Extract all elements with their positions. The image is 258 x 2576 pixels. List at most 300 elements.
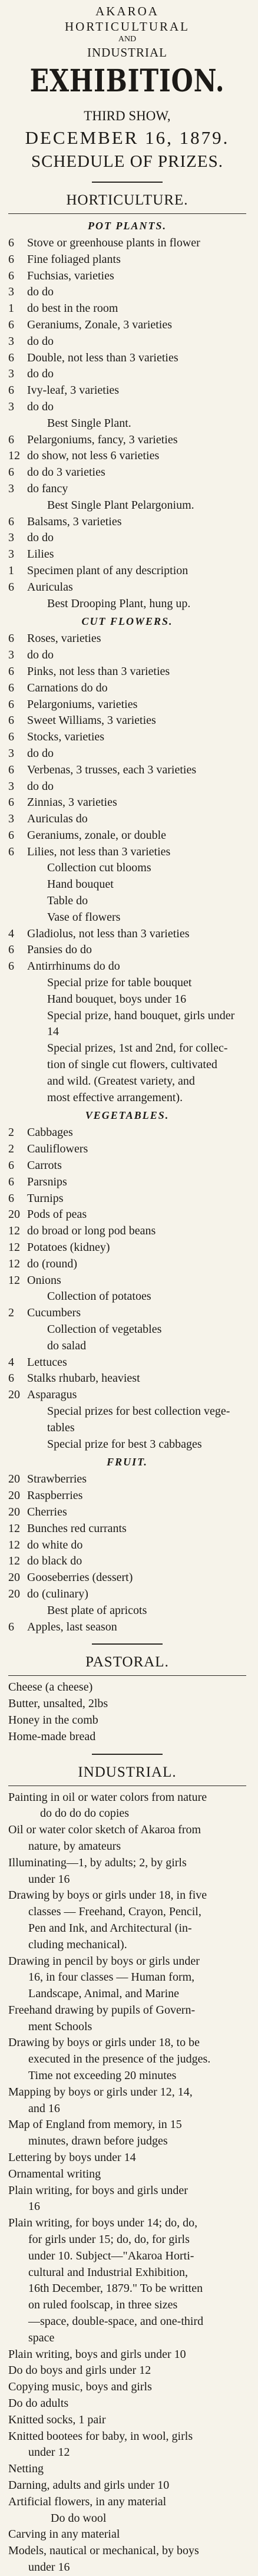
prize-entry: do do do do copies bbox=[40, 1807, 130, 1820]
prize-entry bbox=[8, 1553, 246, 1570]
prize-entry: 16, in four classes — Human form, bbox=[28, 1971, 195, 1984]
entry-text: Vase of flowers bbox=[47, 910, 121, 924]
entry-quantity: 12 bbox=[8, 1224, 20, 1238]
entry-quantity: 3 bbox=[8, 779, 14, 793]
entry-text: Onions bbox=[27, 1273, 61, 1287]
prize-entry: Painting in oil or water colors from nature bbox=[8, 1790, 207, 1804]
entry-text: Potatoes (kidney) bbox=[27, 1241, 110, 1254]
entry-text: Special prize for best 3 cabbages bbox=[47, 1437, 202, 1451]
entry-text: Bunches red currants bbox=[27, 1521, 127, 1535]
prize-entry bbox=[8, 697, 246, 713]
prize-entry bbox=[8, 975, 246, 991]
prize-entry: Plain writing, for boys and girls under bbox=[8, 2183, 188, 2197]
category-heading-fruit: FRUIT. bbox=[107, 1456, 148, 1468]
entry-quantity bbox=[8, 596, 27, 612]
prize-entry bbox=[8, 795, 246, 811]
entry-text: 14 bbox=[47, 1025, 59, 1039]
prize-entry: Butter, unsalted, 2lbs bbox=[8, 1697, 108, 1711]
entry-quantity bbox=[8, 416, 27, 432]
entry-quantity: 3 bbox=[8, 812, 14, 826]
prize-entry bbox=[8, 301, 246, 317]
masthead-industrial: INDUSTRIAL bbox=[87, 45, 167, 60]
prize-entry bbox=[8, 1024, 246, 1040]
entry-quantity: 6 bbox=[8, 466, 14, 479]
prize-entry bbox=[8, 514, 246, 531]
entry-quantity: 6 bbox=[8, 515, 14, 528]
entry-text: Cucumbers bbox=[27, 1306, 81, 1320]
entry-text: do (culinary) bbox=[27, 1587, 88, 1600]
entry-quantity: 6 bbox=[8, 828, 14, 842]
prize-entry: Drawing by boys or girls under 18, to be bbox=[8, 2036, 200, 2050]
entry-quantity: 3 bbox=[8, 648, 14, 662]
entry-text: Auriculas do bbox=[27, 812, 88, 826]
prize-entry bbox=[8, 828, 246, 844]
entry-text: do show, not less 6 varieties bbox=[27, 449, 160, 463]
entry-quantity: 6 bbox=[8, 730, 14, 744]
entry-quantity bbox=[8, 910, 27, 926]
prize-entry bbox=[8, 334, 246, 350]
prize-entry: Drawing in pencil by boys or girls under bbox=[8, 1954, 200, 1968]
prize-entry bbox=[8, 1191, 246, 1207]
prize-entry bbox=[8, 1471, 246, 1488]
entry-text: Cauliflowers bbox=[27, 1142, 88, 1156]
prize-entry: Lettering by boys under 14 bbox=[8, 2151, 136, 2165]
prize-list-fruit bbox=[8, 1471, 246, 1635]
entry-text: do do bbox=[27, 779, 54, 793]
prize-entry bbox=[8, 1073, 246, 1090]
entry-text: Lilies, not less than 3 varieties bbox=[27, 845, 171, 858]
entry-text: do do bbox=[27, 334, 54, 348]
entry-quantity: 12 bbox=[8, 1257, 20, 1270]
prize-entry bbox=[8, 991, 246, 1008]
entry-quantity: 3 bbox=[8, 531, 14, 545]
entry-quantity bbox=[8, 1289, 27, 1305]
entry-quantity: 3 bbox=[8, 746, 14, 760]
prize-list-pastoral bbox=[8, 1679, 246, 1745]
entry-text: Pansies do do bbox=[27, 943, 92, 957]
entry-text: Roses, varieties bbox=[27, 632, 101, 645]
entry-quantity: 2 bbox=[8, 1126, 14, 1139]
section-heading-industrial: INDUSTRIAL. bbox=[78, 1764, 177, 1780]
entry-quantity: 1 bbox=[8, 302, 14, 315]
entry-text: Best plate of apricots bbox=[47, 1603, 147, 1617]
entry-quantity: 3 bbox=[8, 482, 14, 495]
prize-entry: classes — Freehand, Crayon, Pencil, bbox=[28, 1905, 201, 1919]
prize-entry bbox=[8, 1322, 246, 1338]
entry-text: Collection cut blooms bbox=[47, 861, 151, 875]
entry-text: Turnips bbox=[27, 1191, 64, 1205]
prize-entry: Honey in the comb bbox=[8, 1713, 98, 1727]
prize-entry bbox=[8, 1141, 246, 1158]
entry-quantity bbox=[8, 860, 27, 877]
entry-text: do do bbox=[27, 531, 54, 545]
prize-entry bbox=[8, 383, 246, 399]
prize-entry bbox=[8, 958, 246, 975]
prize-entry: Plain writing, boys and girls under 10 bbox=[8, 2347, 186, 2361]
prize-entry bbox=[8, 1537, 246, 1554]
prize-entry: Freehand drawing by pupils of Govern- bbox=[8, 2003, 196, 2017]
entry-text: Apples, last season bbox=[27, 1620, 117, 1633]
prize-entry bbox=[8, 1289, 246, 1305]
section-heading-horticulture: HORTICULTURE. bbox=[66, 192, 188, 208]
prize-entry bbox=[8, 350, 246, 367]
prize-entry bbox=[8, 1619, 246, 1636]
entry-quantity: 6 bbox=[8, 632, 14, 645]
prize-entry bbox=[8, 1355, 246, 1371]
entry-text: Geraniums, Zonale, 3 varieties bbox=[27, 318, 173, 331]
prize-entry bbox=[8, 546, 246, 563]
entry-text: Special prizes, 1st and 2nd, for collec- bbox=[47, 1042, 228, 1055]
prize-entry bbox=[8, 465, 246, 481]
prize-entry: Darning, adults and girls under 10 bbox=[8, 2479, 170, 2492]
entry-text: do white do bbox=[27, 1538, 83, 1551]
entry-text: Lettuces bbox=[27, 1355, 67, 1369]
prize-entry bbox=[8, 268, 246, 285]
entry-text: Specimen plant of any description bbox=[27, 564, 188, 577]
entry-text: Lilies bbox=[27, 548, 54, 561]
prize-entry bbox=[8, 910, 246, 926]
prize-entry: under 16 bbox=[28, 1872, 70, 1886]
entry-quantity: 3 bbox=[8, 367, 14, 381]
entry-text: Geraniums, zonale, or double bbox=[27, 828, 167, 842]
entry-quantity bbox=[8, 1057, 27, 1073]
entry-quantity bbox=[8, 877, 27, 893]
entry-quantity: 20 bbox=[8, 1473, 20, 1486]
prize-entry: under 10. Subject—"Akaroa Horti- bbox=[28, 2249, 194, 2262]
prize-entry bbox=[8, 1256, 246, 1273]
entry-quantity: 3 bbox=[8, 334, 14, 348]
prize-entry bbox=[8, 1305, 246, 1322]
entry-text: do do bbox=[27, 285, 54, 299]
entry-quantity: 6 bbox=[8, 796, 14, 809]
divider bbox=[92, 1643, 163, 1645]
prize-entry bbox=[8, 1057, 246, 1073]
prize-entry bbox=[8, 1387, 246, 1404]
entry-text: Parsnips bbox=[27, 1175, 67, 1188]
prize-entry bbox=[8, 596, 246, 612]
entry-quantity bbox=[8, 1404, 27, 1420]
prize-entry: minutes, drawn before judges bbox=[28, 2134, 168, 2148]
prize-entry: Ornamental writing bbox=[8, 2167, 101, 2180]
divider bbox=[92, 1754, 163, 1755]
category-heading-pot-plants: POT PLANTS. bbox=[88, 220, 167, 232]
entry-text: do best in the room bbox=[27, 302, 118, 315]
entry-text: Pinks, not less than 3 varieties bbox=[27, 664, 170, 678]
entry-quantity: 6 bbox=[8, 269, 14, 282]
entry-text: Stalks rhubarb, heaviest bbox=[27, 1372, 140, 1385]
prize-entry bbox=[8, 1570, 246, 1586]
divider bbox=[92, 182, 163, 183]
prize-entry bbox=[8, 1437, 246, 1453]
prize-entry bbox=[8, 1125, 246, 1141]
prize-entry bbox=[8, 713, 246, 729]
prize-entry bbox=[8, 530, 246, 546]
entry-quantity bbox=[8, 1338, 27, 1355]
prize-entry: Artificial flowers, in any material bbox=[8, 2495, 167, 2508]
prize-entry: Knitted socks, 1 pair bbox=[8, 2413, 106, 2426]
entry-text: Pods of peas bbox=[27, 1208, 87, 1221]
section-heading-pastoral: PASTORAL. bbox=[85, 1654, 169, 1671]
entry-quantity bbox=[8, 1437, 27, 1453]
entry-quantity bbox=[8, 1073, 27, 1090]
prize-entry: Drawing by boys or girls under 18, in five bbox=[8, 1889, 207, 1902]
entry-text: Fuchsias, varieties bbox=[27, 269, 114, 282]
prize-entry bbox=[8, 498, 246, 514]
prize-entry bbox=[8, 942, 246, 958]
entry-quantity: 6 bbox=[8, 351, 14, 364]
entry-quantity bbox=[8, 1603, 27, 1619]
prize-entry bbox=[8, 416, 246, 432]
prize-entry: Models, nautical or mechanical, by boys bbox=[8, 2544, 199, 2558]
entry-text: Special prize, hand bouquet, girls under bbox=[47, 1009, 235, 1022]
entry-quantity bbox=[8, 1420, 27, 1437]
prize-entry bbox=[8, 1488, 246, 1504]
entry-text: Ivy-leaf, 3 varieties bbox=[27, 384, 120, 397]
entry-quantity: 6 bbox=[8, 236, 14, 249]
entry-text: Asparagus bbox=[27, 1388, 77, 1402]
prize-entry: executed in the presence of the judges. bbox=[28, 2053, 211, 2066]
prize-entry: ment Schools bbox=[28, 2020, 92, 2033]
entry-quantity: 12 bbox=[8, 449, 20, 463]
entry-quantity: 6 bbox=[8, 580, 14, 594]
entry-text: Auriculas bbox=[27, 580, 73, 594]
entry-text: and wild. (Greatest variety, and bbox=[47, 1074, 195, 1088]
prize-entry bbox=[8, 647, 246, 664]
entry-quantity: 6 bbox=[8, 433, 14, 446]
prize-entry: Do do adults bbox=[8, 2397, 69, 2410]
prize-entry bbox=[8, 1223, 246, 1240]
prize-entry bbox=[8, 1174, 246, 1191]
masthead-and: AND bbox=[118, 35, 137, 44]
prize-entry: Plain writing, for boys under 14; do, do, bbox=[8, 2216, 198, 2230]
prize-entry bbox=[8, 762, 246, 779]
entry-text: Verbenas, 3 trusses, each 3 varieties bbox=[27, 763, 197, 776]
entry-quantity: 20 bbox=[8, 1587, 20, 1600]
entry-text: Cherries bbox=[27, 1505, 67, 1518]
entry-quantity: 4 bbox=[8, 1355, 14, 1369]
prize-entry bbox=[8, 1586, 246, 1603]
entry-quantity: 4 bbox=[8, 927, 14, 940]
prize-entry bbox=[8, 563, 246, 579]
entry-quantity: 6 bbox=[8, 1620, 14, 1633]
entry-quantity: 3 bbox=[8, 400, 14, 413]
category-heading-vegetables: VEGETABLES. bbox=[85, 1109, 170, 1122]
prize-entry bbox=[8, 1273, 246, 1289]
entry-text: Collection of vegetables bbox=[47, 1323, 162, 1336]
entry-text: do broad or long pod beans bbox=[27, 1224, 156, 1238]
entry-quantity: 20 bbox=[8, 1489, 20, 1503]
entry-quantity bbox=[8, 1322, 27, 1338]
entry-text: Best Single Plant. bbox=[47, 416, 131, 430]
entry-quantity: 6 bbox=[8, 664, 14, 678]
prize-entry bbox=[8, 680, 246, 697]
prize-entry bbox=[8, 844, 246, 861]
prize-entry: Home-made bread bbox=[8, 1730, 96, 1743]
entry-quantity: 6 bbox=[8, 943, 14, 957]
entry-quantity: 6 bbox=[8, 960, 14, 973]
divider bbox=[8, 213, 246, 214]
prize-entry: under 16 bbox=[28, 2560, 70, 2574]
entry-text: Gooseberries (dessert) bbox=[27, 1571, 133, 1585]
entry-text: Pelargoniums, fancy, 3 varieties bbox=[27, 433, 178, 446]
prize-entry bbox=[8, 1371, 246, 1387]
prize-entry bbox=[8, 1040, 246, 1057]
entry-quantity: 1 bbox=[8, 564, 14, 577]
entry-quantity bbox=[8, 1040, 27, 1057]
entry-text: do fancy bbox=[27, 482, 68, 495]
entry-quantity: 6 bbox=[8, 318, 14, 331]
prize-entry: on ruled foolscap, in three sizes bbox=[28, 2298, 178, 2312]
entry-text: Best Drooping Plant, hung up. bbox=[47, 597, 191, 610]
entry-text: Antirrhinums do do bbox=[27, 960, 120, 973]
prize-entry bbox=[8, 252, 246, 268]
prize-entry bbox=[8, 317, 246, 334]
prize-entry bbox=[8, 399, 246, 416]
prize-entry: Do do wool bbox=[51, 2511, 107, 2525]
prize-entry bbox=[8, 1207, 246, 1223]
prize-entry bbox=[8, 664, 246, 680]
entry-quantity: 20 bbox=[8, 1505, 20, 1518]
prize-entry: —space, double-space, and one-third bbox=[28, 2315, 204, 2328]
entry-text: Special prizes for best collection vege- bbox=[47, 1404, 230, 1418]
entry-quantity bbox=[8, 1090, 27, 1106]
entry-text: do do bbox=[27, 367, 54, 381]
prize-entry: cluding mechanical). bbox=[28, 1938, 127, 1951]
entry-quantity: 2 bbox=[8, 1142, 14, 1156]
entry-text: Hand bouquet bbox=[47, 878, 114, 891]
prize-entry: Cheese (a cheese) bbox=[8, 1681, 93, 1694]
prize-entry bbox=[8, 1420, 246, 1437]
prize-entry bbox=[8, 811, 246, 828]
prize-entry: Pen and Ink, and Architectural (in- bbox=[28, 1921, 192, 1935]
entry-text: Hand bouquet, boys under 16 bbox=[47, 992, 187, 1006]
prize-entry bbox=[8, 1521, 246, 1537]
entry-text: Carrots bbox=[27, 1159, 62, 1172]
entry-text: do do 3 varieties bbox=[27, 466, 105, 479]
prize-list-vegetables bbox=[8, 1125, 246, 1452]
entry-quantity: 20 bbox=[8, 1208, 20, 1221]
entry-quantity: 6 bbox=[8, 1159, 14, 1172]
entry-quantity: 6 bbox=[8, 1175, 14, 1188]
prize-entry bbox=[8, 579, 246, 596]
prize-entry bbox=[8, 877, 246, 893]
category-heading-cut-flowers: CUT FLOWERS. bbox=[81, 615, 173, 628]
page-title: EXHIBITION. bbox=[29, 63, 225, 99]
prize-entry bbox=[8, 1008, 246, 1025]
show-number: THIRD SHOW, bbox=[84, 108, 171, 123]
prize-entry: Carving in any material bbox=[8, 2528, 120, 2541]
prize-entry: under 12 bbox=[28, 2446, 70, 2459]
prize-entry bbox=[8, 235, 246, 252]
entry-text: do black do bbox=[27, 1554, 82, 1568]
entry-text: do do bbox=[27, 400, 54, 413]
entry-text: Gladiolus, not less than 3 varieties bbox=[27, 927, 190, 940]
prize-entry: Copying music, boys and girls bbox=[8, 2380, 152, 2394]
prize-entry: Oil or water color sketch of Akaroa from bbox=[8, 1823, 201, 1837]
entry-quantity: 20 bbox=[8, 1388, 20, 1402]
entry-quantity: 3 bbox=[8, 548, 14, 561]
entry-text: do do bbox=[27, 746, 54, 760]
entry-text: tion of single cut flowers, cultivated bbox=[47, 1058, 217, 1072]
entry-text: Fine foliaged plants bbox=[27, 252, 121, 266]
entry-text: do salad bbox=[47, 1339, 87, 1352]
entry-quantity bbox=[8, 1024, 27, 1040]
entry-quantity bbox=[8, 1008, 27, 1025]
prize-entry bbox=[8, 1090, 246, 1106]
prize-entry: cultural and Industrial Exhibition, bbox=[28, 2265, 188, 2279]
prize-entry bbox=[8, 1404, 246, 1420]
entry-text: Zinnias, 3 varieties bbox=[27, 796, 117, 809]
prize-list-pot-plants bbox=[8, 235, 246, 612]
entry-quantity bbox=[8, 498, 27, 514]
entry-quantity: 12 bbox=[8, 1521, 20, 1535]
prize-entry: Illuminating—1, by adults; 2, by girls bbox=[8, 1856, 187, 1869]
prize-entry: Netting bbox=[8, 2462, 44, 2476]
entry-text: Cabbages bbox=[27, 1126, 73, 1139]
prize-entry bbox=[8, 926, 246, 943]
entry-text: Raspberries bbox=[27, 1489, 83, 1503]
prize-entry bbox=[8, 746, 246, 762]
entry-text: Best Single Plant Pelargonium. bbox=[47, 498, 194, 512]
entry-quantity: 12 bbox=[8, 1554, 20, 1568]
prize-entry bbox=[8, 481, 246, 498]
entry-text: Carnations do do bbox=[27, 681, 108, 694]
prize-list-cut-flowers bbox=[8, 631, 246, 1106]
prize-entry bbox=[8, 1240, 246, 1256]
prize-entry: Landscape, Animal, and Marine bbox=[28, 1987, 180, 2001]
masthead-horticultural: HORTICULTURAL bbox=[65, 19, 190, 34]
entry-quantity bbox=[8, 893, 27, 910]
entry-quantity: 20 bbox=[8, 1571, 20, 1585]
prize-entry: and 16 bbox=[28, 2101, 60, 2115]
prize-list-industrial bbox=[8, 1790, 246, 2576]
prize-entry: 16 bbox=[28, 2200, 40, 2213]
divider bbox=[8, 1675, 246, 1676]
entry-text: tables bbox=[47, 1421, 75, 1434]
entry-quantity: 6 bbox=[8, 763, 14, 776]
entry-quantity: 12 bbox=[8, 1241, 20, 1254]
prize-entry: Time not exceeding 20 minutes bbox=[28, 2069, 177, 2083]
prize-entry bbox=[8, 1158, 246, 1174]
entry-quantity: 2 bbox=[8, 1306, 14, 1320]
prize-entry bbox=[8, 779, 246, 795]
entry-quantity: 6 bbox=[8, 252, 14, 266]
entry-quantity: 6 bbox=[8, 1191, 14, 1205]
prize-entry: space bbox=[28, 2331, 55, 2344]
prize-entry: Do do boys and girls under 12 bbox=[8, 2364, 151, 2377]
entry-text: Strawberries bbox=[27, 1473, 87, 1486]
entry-text: Stove or greenhouse plants in flower bbox=[27, 236, 200, 249]
entry-text: Double, not less than 3 varieties bbox=[27, 351, 178, 364]
masthead-akaroa: AKAROA bbox=[95, 4, 159, 18]
prize-entry: Mapping by boys or girls under 12, 14, bbox=[8, 2085, 193, 2099]
prize-entry: Map of England from memory, in 15 bbox=[8, 2118, 182, 2132]
prize-entry bbox=[8, 284, 246, 301]
prize-entry bbox=[8, 893, 246, 910]
entry-quantity: 3 bbox=[8, 285, 14, 299]
entry-quantity: 6 bbox=[8, 384, 14, 397]
entry-text: Stocks, varieties bbox=[27, 730, 105, 744]
prize-entry: Knitted bootees for baby, in wool, girls bbox=[8, 2429, 193, 2443]
schedule-heading: SCHEDULE OF PRIZES. bbox=[31, 152, 223, 171]
prize-entry bbox=[8, 432, 246, 449]
entry-text: Special prize for table bouquet bbox=[47, 976, 192, 990]
entry-quantity bbox=[8, 975, 27, 991]
entry-text: do do bbox=[27, 648, 54, 662]
prize-entry bbox=[8, 631, 246, 647]
prize-entry bbox=[8, 366, 246, 383]
entry-text: Table do bbox=[47, 894, 88, 908]
